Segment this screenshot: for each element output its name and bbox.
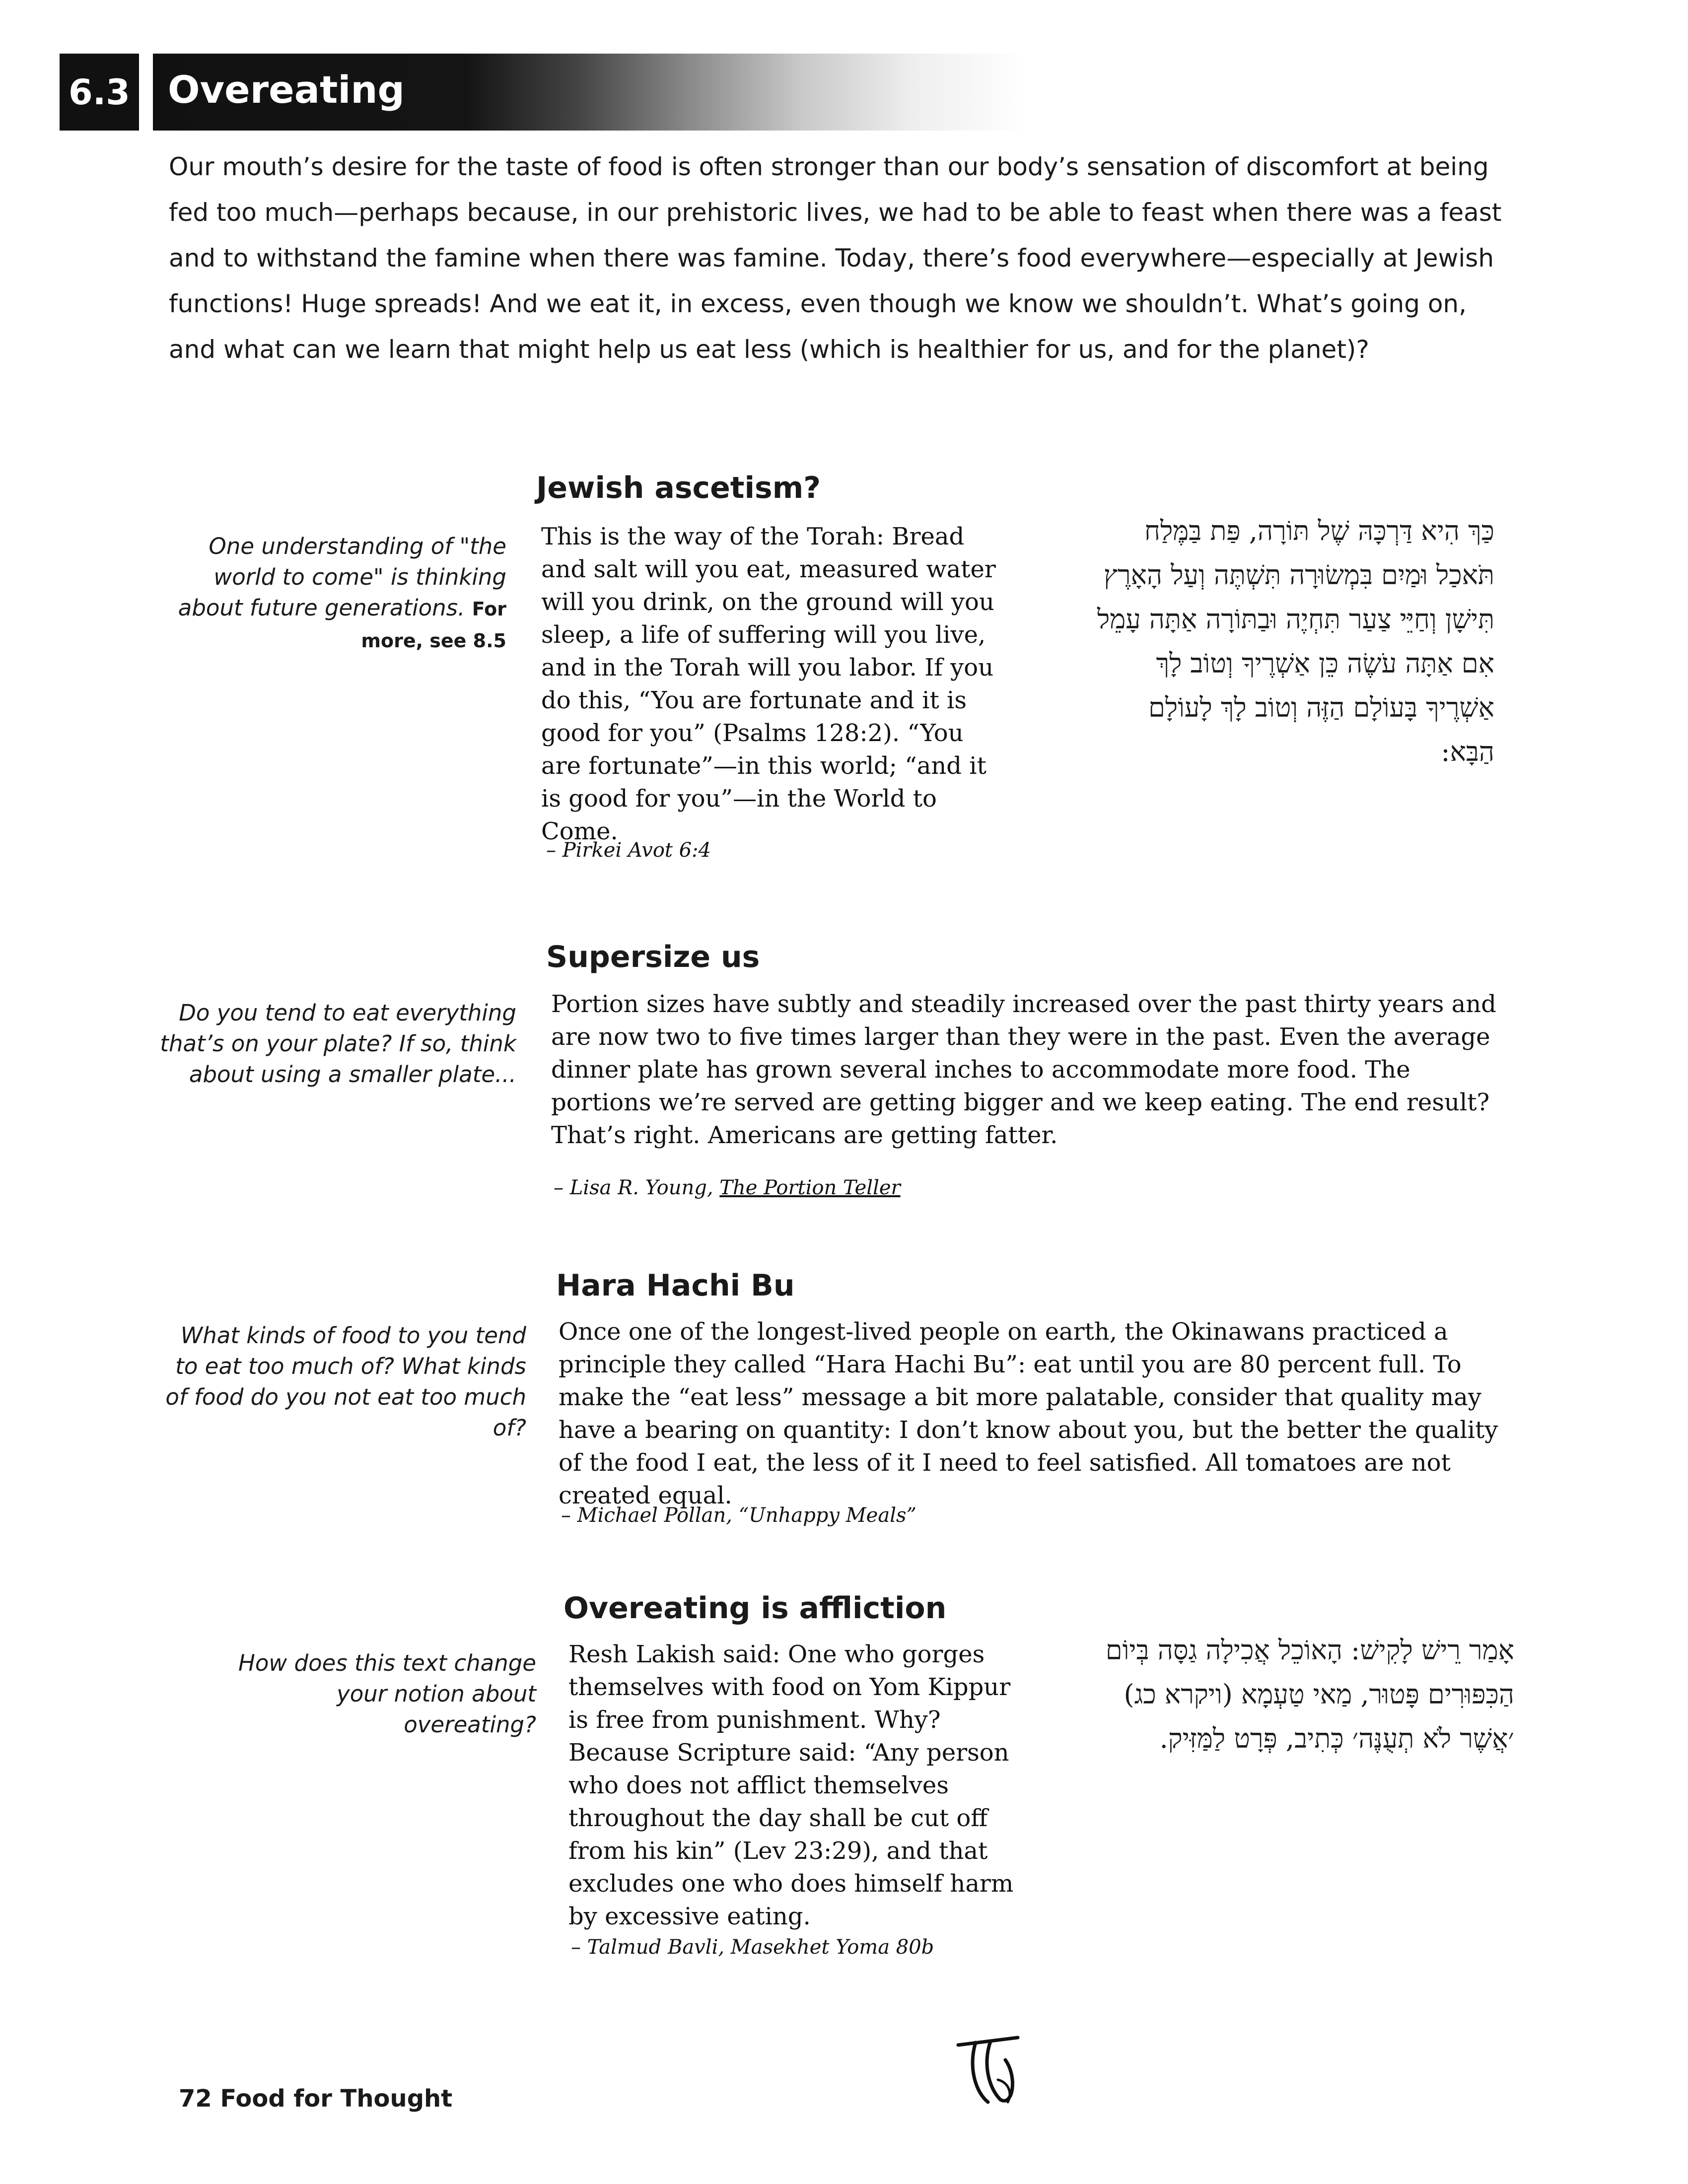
- section-title-bar: [153, 54, 1270, 131]
- hebrew-text-2: אָמַר רֵישׁ לָקִישׁ: הָאוֹכֵל אֲכִילָה גַסָּה בְּיוֹם הַכִּפּוּרִים פָּטוּר, מַאי טַעְמָא (ויקרא כג) ׳אֲשֶׁר לֹא תְעֻנֶּה׳ כְּתִיב, פְּרָט לַמַּזִּיק.: [1105, 1635, 1514, 1754]
- quote-body-3: Once one of the longest-lived people on earth, the Okinawans practiced a principle they called “Hara Hachi Bu”: eat until you are 80 percent full. To make the “eat less” message a bit more palatable, consider that quality may have a bearing on quantity: I don’t know about you, but the better the quality of the food I eat, the less of it I need to feel satisfied. All tomatoes are not created equal.: [559, 1318, 1498, 1509]
- page-number: 72: [179, 2085, 212, 2113]
- quote-source-2-author: – Lisa R. Young,: [554, 1176, 713, 1199]
- quote-source-4: – Talmud Bavli, Masekhet Yoma 80b: [571, 1936, 934, 1959]
- quote-body-4: Resh Lakish said: One who gorges themselves with food on Yom Kippur is free from punishment. Why? Because Scripture said: “Any person who does not afflict themselves throughout the day shall be cut off from his kin” (Lev 23:29), and that excludes one who does himself harm by excessive eating.: [568, 1640, 1014, 1930]
- book-title: Food for Thought: [220, 2085, 453, 2113]
- hebrew-text-1: כַּךְ הִיא דַּרְכָּהּ שֶׁל תּוֹרָה, פַּת בַּמֶּלַח תֹּאכַל וּמַיִם בִּמְשׂוּרָה תִּשְׁתֶּה וְעַל הָאָרֶץ תִּישָׁן וְחַיֵּי צַעַר תִּחְיֶה וּבַתּוֹרָה אַתָּה עָמֵל אִם אַתָּה עֹשֶׂה כֵּן אַשְׁרֶיךָ וְטוֹב לָךְ אַשְׁרֶיךָ בָּעוֹלָם הַזֶּה וְטוֹב לָךְ לָעוֹלָם הַבָּא:: [1097, 515, 1494, 767]
- quote-body-1: This is the way of the Torah: Bread and salt will you eat, measured water will you drink, on the ground will you sleep, a life of suffering will you live, and in the Torah will you labor. If you do this, “You are fortunate and it is good for you” (Psalms 128:2). “You are fortunate”—in this world; “and it is good for you”—in the World to Come.: [541, 523, 996, 845]
- quote-body-2: Portion sizes have subtly and steadily increased over the past thirty years and are now two to five times larger than they were in the past. Even the average dinner plate has grown several inches to accommodate more food. The portions we’re served are getting bigger and we keep eating. The end result? That’s right. Americans are getting fatter.: [551, 990, 1496, 1149]
- page-footer: [179, 2085, 452, 2113]
- heading-hara-hachi-bu: Hara Hachi Bu: [556, 1268, 795, 1303]
- margin-note-1-text: One understanding of "the world to come" is thinking about future generations.: [178, 533, 506, 621]
- publisher-logo-icon: [953, 2033, 1023, 2107]
- margin-note-2: Do you tend to eat everything that’s on your plate? If so, think about using a smaller plate...: [160, 1000, 516, 1088]
- margin-note-3: What kinds of food to you tend to eat too much of? What kinds of food do you not eat too much of?: [165, 1322, 526, 1441]
- margin-note-1: [149, 531, 506, 656]
- intro-paragraph: Our mouth’s desire for the taste of food is often stronger than our body’s sensation of discomfort at being fed too much—perhaps because, in our prehistoric lives, we had to be able to feast when there was a feast and to withstand the famine when there was famine. Today, there’s food everywhere—especially at Jewish functions! Huge spreads! And we eat it, in excess, even though we know we shouldn’t. What’s going on, and what can we learn that might help us eat less (which is healthier for us, and for the planet)?: [169, 152, 1502, 364]
- section-title: Overeating: [168, 68, 405, 112]
- heading-jewish-ascetism: Jewish ascetism?: [536, 471, 821, 505]
- quote-source-2-title: The Portion Teller: [719, 1176, 901, 1199]
- heading-supersize-us: Supersize us: [546, 940, 760, 974]
- heading-overeating-is-affliction: Overeating is affliction: [563, 1591, 947, 1626]
- section-number: 6.3: [60, 54, 139, 131]
- quote-source-1: – Pirkei Avot 6:4: [546, 839, 711, 862]
- quote-source-3: – Michael Pollan, “Unhappy Meals”: [561, 1504, 916, 1527]
- margin-note-1-ref: For more, see 8.5: [361, 598, 506, 652]
- margin-note-4: How does this text change your notion about overeating?: [238, 1650, 536, 1738]
- quote-source-2: [554, 1176, 901, 1199]
- section-header: [60, 54, 1271, 131]
